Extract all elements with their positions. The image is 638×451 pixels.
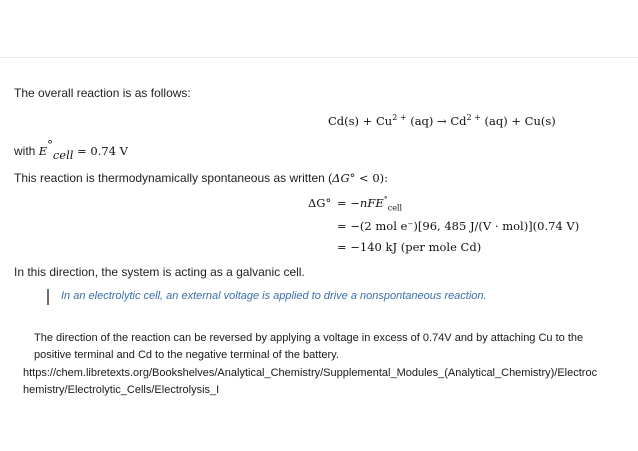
ecell-value: = 0.74 V xyxy=(73,144,128,158)
spontaneous-text: This reaction is thermodynamically spontaneous as written ( xyxy=(14,171,333,185)
spontaneous-rest: < 0): xyxy=(355,171,389,185)
ecell-symbol: E xyxy=(38,144,48,158)
cd-charge: 2 + xyxy=(466,113,481,123)
spontaneous-line xyxy=(14,169,388,187)
gibbs-line1-sup: ° xyxy=(383,195,388,205)
reaction-equation xyxy=(328,114,556,128)
ecell-sub: cell xyxy=(52,148,74,163)
reaction-left: Cd(s) + Cu xyxy=(328,114,393,128)
ecell-line xyxy=(14,137,128,163)
source-url[interactable]: https://chem.libretexts.org/Bookshelves/Analytical_Chemistry/Supplemental_Modules_(Analytical_Chemistry)/Electrochemistry/Electrolytic_Cells/Electrolysis_I xyxy=(23,367,598,396)
ecell-circ: ° xyxy=(47,137,53,152)
gibbs-line3: = −140 kJ (per mole Cd) xyxy=(337,240,482,254)
explanation-paragraph: The direction of the reaction can be reversed by applying a voltage in excess of 0.74V and by attaching Cu to the positive terminal and Cd to the negative terminal of the battery. xyxy=(34,332,584,361)
top-divider xyxy=(0,57,638,58)
gibbs-line2: = −(2 mol e⁻)[96, 485 J/(V · mol)](0.74 V) xyxy=(337,219,580,233)
gibbs-line1 xyxy=(337,195,403,213)
gibbs-lhs: ΔG° xyxy=(308,196,332,210)
intro-text: The overall reaction is as follows: xyxy=(14,86,191,100)
cu-charge: 2 + xyxy=(392,113,407,123)
reaction-right: (aq) + Cu(s) xyxy=(484,114,556,128)
galvanic-text: In this direction, the system is acting as a galvanic cell. xyxy=(14,265,305,279)
ecell-prefix: with xyxy=(14,144,39,158)
gibbs-line1-eq: = −nFE xyxy=(337,196,384,210)
note-accent-bar xyxy=(47,289,49,305)
reaction-middle: (aq) → Cd xyxy=(410,114,467,128)
delta-g-symbol: ΔG° xyxy=(332,171,356,185)
gibbs-line1-sub: cell xyxy=(387,203,403,213)
electrolytic-note: In an electrolytic cell, an external voltage is applied to drive a nonspontaneous reaction. xyxy=(61,290,487,302)
